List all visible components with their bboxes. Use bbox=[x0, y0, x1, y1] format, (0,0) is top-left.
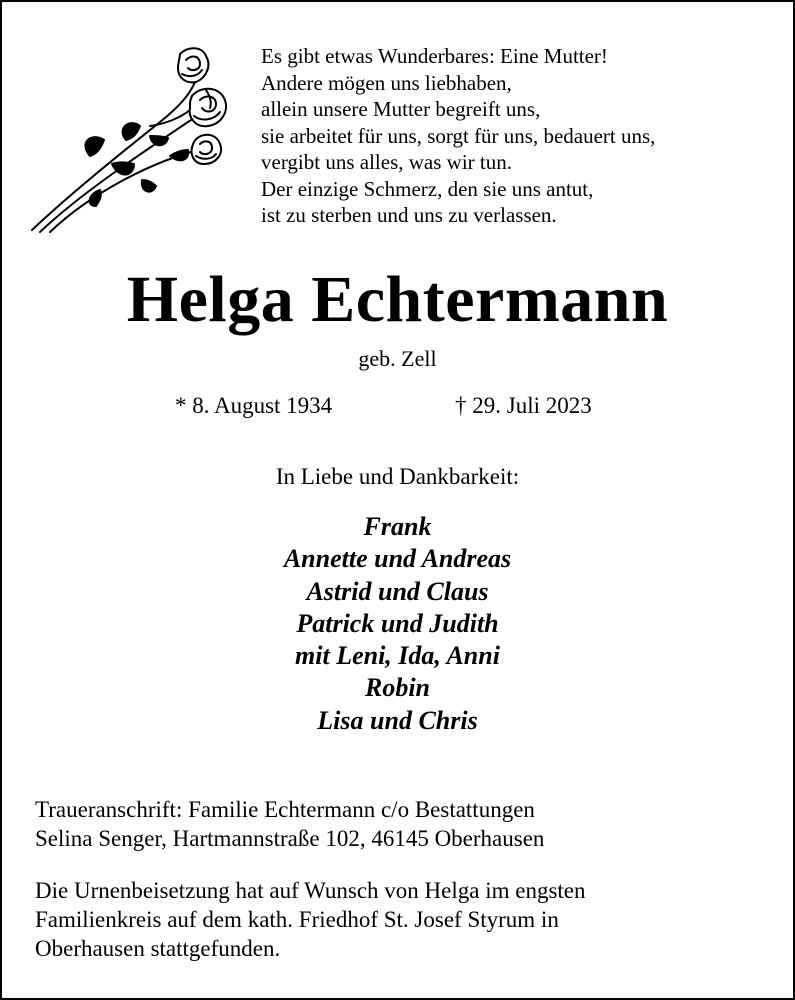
mourners-list bbox=[2, 511, 793, 737]
thanks-line: In Liebe und Dankbarkeit: bbox=[275, 464, 520, 489]
mourner-entry: Lisa und Chris bbox=[317, 705, 478, 735]
mourner-entry: Annette und Andreas bbox=[283, 544, 512, 574]
poem-line: Andere mögen uns liebhaben, bbox=[261, 70, 512, 95]
address-line: Traueranschrift: Familie Echtermann c/o Bestattungen bbox=[35, 797, 535, 822]
poem-line: vergibt uns alles, was wir tun. bbox=[261, 150, 512, 174]
mourning-address bbox=[35, 795, 775, 853]
death-date: † 29. Juli 2023 bbox=[455, 393, 592, 418]
deceased-name: Helga Echtermann bbox=[126, 263, 669, 336]
burial-line: Familienkreis auf dem kath. Friedhof St. Josef Styrum in bbox=[35, 907, 559, 932]
mourner-entry: Frank bbox=[363, 512, 432, 541]
poem-line: Es gibt etwas Wunderbares: Eine Mutter! bbox=[261, 44, 608, 68]
poem-line: Der einzige Schmerz, den sie uns antut, bbox=[261, 176, 594, 201]
roses-illustration bbox=[30, 44, 240, 234]
burial-line: Die Urnenbeisetzung hat auf Wunsch von Helga im engsten bbox=[35, 878, 586, 903]
burial-line: Oberhausen stattgefunden. bbox=[35, 936, 281, 961]
poem-line: ist zu sterben und uns zu verlassen. bbox=[261, 203, 557, 227]
birth-date: * 8. August 1934 bbox=[175, 393, 333, 418]
poem bbox=[261, 43, 771, 229]
mourner-entry: Astrid und Claus bbox=[306, 576, 489, 606]
mourner-entry: Patrick und Judith bbox=[296, 608, 499, 638]
birth-name: geb. Zell bbox=[358, 346, 437, 371]
burial-note bbox=[35, 876, 775, 963]
mourner-entry: Robin bbox=[364, 673, 431, 703]
mourner-entry: mit Leni, Ida, Anni bbox=[295, 641, 500, 671]
address-line: Selina Senger, Hartmannstraße 102, 46145 Oberhausen bbox=[35, 826, 545, 851]
poem-line: sie arbeitet für uns, sorgt für uns, bedauert uns, bbox=[261, 123, 656, 148]
poem-line: allein unsere Mutter begreift uns, bbox=[261, 97, 541, 121]
